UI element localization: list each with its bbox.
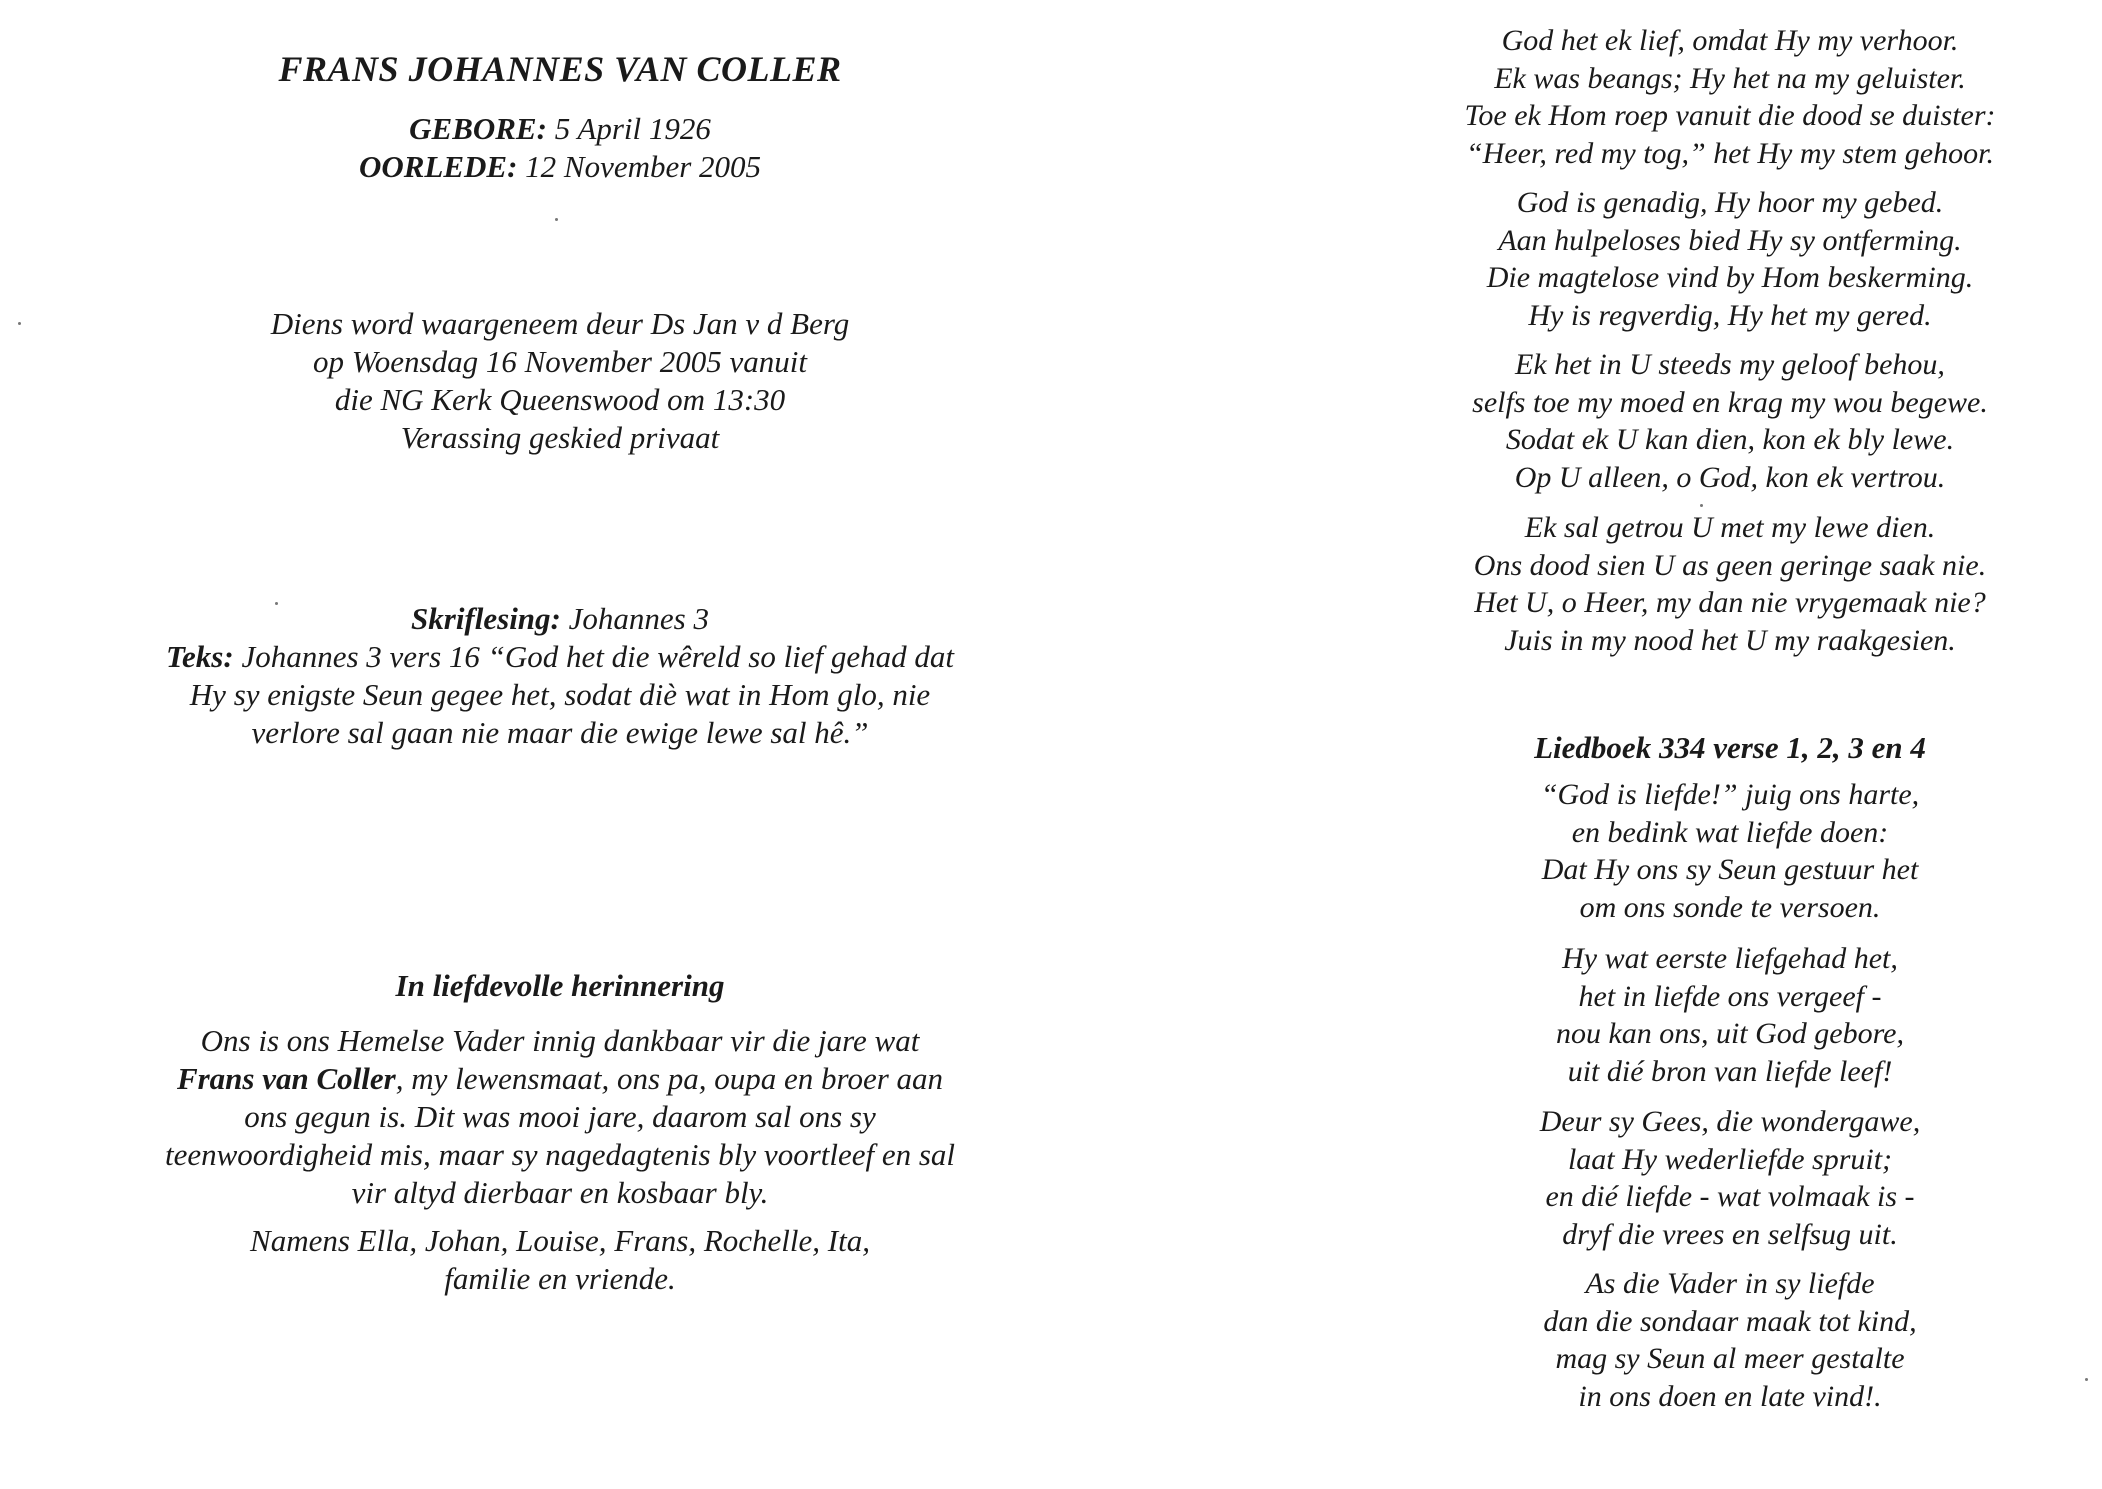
verse-line: om ons sonde te versoen.	[1579, 890, 1881, 924]
service-line: die NG Kerk Queenswood om 13:30	[334, 382, 786, 417]
verse-line: mag sy Seun al meer gestalte	[1555, 1342, 1905, 1375]
service-line: op Woensdag 16 November 2005 vanuit	[313, 344, 807, 379]
verse-line: en dié liefde - wat volmaak is -	[1545, 1180, 1915, 1213]
verse-line: “Heer, red my tog,” het Hy my stem gehoor.	[1466, 136, 1994, 170]
scan-speck	[1700, 504, 1703, 507]
text-first-line: Johannes 3 vers 16 “God het die wêreld so lief gehad dat	[241, 639, 955, 674]
service-line: Verassing geskied privaat	[400, 420, 720, 455]
verse-line: Hy is regverdig, Hy het my gered.	[1528, 298, 1932, 332]
memory-line: teenwoordigheid mis, maar sy nagedagtenis bly voortleef en sal	[164, 1137, 956, 1172]
born-date: 5 April 1926	[554, 111, 711, 146]
memory-name: Frans van Coller	[176, 1061, 396, 1096]
hymn-stanza	[1380, 1265, 2080, 1415]
verse-line: in ons doen en late vind!.	[1578, 1379, 1882, 1413]
memory-line: vir altyd dierbaar en kosbaar bly.	[351, 1175, 769, 1210]
verse-line: en bedink wat liefde doen:	[1571, 815, 1889, 849]
memory-line-rest: , my lewensmaat, ons pa, oupa en broer aan	[395, 1061, 944, 1096]
verse-line: laat Hy wederliefde spruit;	[1567, 1142, 1893, 1176]
memory-line: Ons is ons Hemelse Vader innig dankbaar vir die jare wat	[200, 1023, 920, 1058]
verse-line: Deur sy Gees, die wondergawe,	[1539, 1105, 1921, 1138]
memory-line	[60, 1060, 1060, 1098]
scan-speck	[555, 218, 558, 221]
hymn-stanza	[1380, 940, 2080, 1090]
deceased-name: FRANS JOHANNES VAN COLLER	[278, 49, 842, 89]
psalm-stanza	[1380, 346, 2080, 496]
verse-line: Ek was beangs; Hy het na my geluister.	[1494, 61, 1966, 95]
born-line	[60, 110, 1060, 148]
signoff-line: Namens Ella, Johan, Louise, Frans, Rochelle, Ita,	[250, 1223, 870, 1258]
verse-line: Toe ek Hom roep vanuit die dood se duister:	[1464, 99, 1996, 132]
verse-line: nou kan ons, uit God gebore,	[1555, 1017, 1905, 1050]
text-line: verlore sal gaan nie maar die ewige lewe sal hê.”	[251, 715, 869, 750]
verse-line: dan die sondaar maak tot kind,	[1543, 1304, 1917, 1338]
verse-line: God het ek lief, omdat Hy my verhoor.	[1501, 24, 1959, 57]
verse-line: Sodat ek U kan dien, kon ek bly lewe.	[1505, 423, 1955, 456]
verse-line: Op U alleen, o God, kon ek vertrou.	[1514, 460, 1946, 494]
dates-block	[60, 110, 1060, 186]
scan-speck	[2085, 1378, 2088, 1381]
verse-line: het in liefde ons vergeef -	[1578, 979, 1882, 1013]
signoff	[60, 1222, 1060, 1298]
hymn-heading: Liedboek 334 verse 1, 2, 3 en 4	[1534, 730, 1926, 765]
verse-line: Aan hulpeloses bied Hy sy ontferming.	[1498, 223, 1962, 257]
service-line: Diens word waargeneem deur Ds Jan v d Berg	[270, 306, 850, 341]
verse-line: Juis in my nood het U my raakgesien.	[1504, 623, 1956, 657]
scripture-value: Johannes 3	[568, 601, 709, 636]
memory-heading: In liefdevolle herinnering	[395, 968, 725, 1003]
born-label: GEBORE:	[409, 111, 547, 146]
verse-line: As die Vader in sy liefde	[1585, 1267, 1875, 1300]
scripture-reading	[60, 600, 1060, 752]
memory-line: ons gegun is. Dit was mooi jare, daarom sal ons sy	[244, 1099, 876, 1134]
verse-line: Ek sal getrou U met my lewe dien.	[1524, 511, 1936, 544]
scripture-label: Skriflesing:	[411, 601, 561, 636]
scripture-line	[60, 600, 1060, 638]
psalm-stanza	[1380, 22, 2080, 172]
right-page	[1380, 0, 2080, 1489]
died-label: OORLEDE:	[358, 149, 518, 184]
left-page	[60, 0, 1060, 1489]
verse-line: selfs toe my moed en krag my wou begewe.	[1472, 385, 1988, 419]
text-label: Teks:	[165, 639, 234, 674]
verse-line: uit dié bron van liefde leef!	[1567, 1054, 1893, 1088]
verse-line: “God is liefde!” juig ons harte,	[1540, 778, 1920, 811]
verse-line: Ek het in U steeds my geloof behou,	[1515, 348, 1945, 381]
scan-speck	[275, 602, 278, 605]
verse-line: Hy wat eerste liefgehad het,	[1562, 942, 1898, 975]
verse-line: God is genadig, Hy hoor my gebed.	[1516, 186, 1944, 219]
verse-line: Ons dood sien U as geen geringe saak nie.	[1473, 548, 1987, 582]
text-line: Hy sy enigste Seun gegee het, sodat diè wat in Hom glo, nie	[189, 677, 931, 712]
scan-speck	[18, 322, 21, 325]
died-date: 12 November 2005	[525, 149, 762, 184]
psalm-stanza	[1380, 509, 2080, 659]
psalm-stanza	[1380, 184, 2080, 334]
died-line	[60, 148, 1060, 186]
verse-line: Het U, o Heer, my dan nie vrygemaak nie?	[1474, 586, 1986, 619]
verse-line: dryf die vrees en selfsug uit.	[1562, 1217, 1898, 1251]
verse-line: Die magtelose vind by Hom beskerming.	[1486, 261, 1974, 294]
text-line	[60, 638, 1060, 676]
signoff-line: familie en vriende.	[444, 1261, 676, 1296]
hymn-stanza	[1380, 776, 2080, 926]
hymn-stanza	[1380, 1103, 2080, 1253]
verse-line: Dat Hy ons sy Seun gestuur het	[1541, 853, 1919, 886]
memory-text	[60, 1022, 1060, 1212]
service-details	[60, 305, 1060, 457]
